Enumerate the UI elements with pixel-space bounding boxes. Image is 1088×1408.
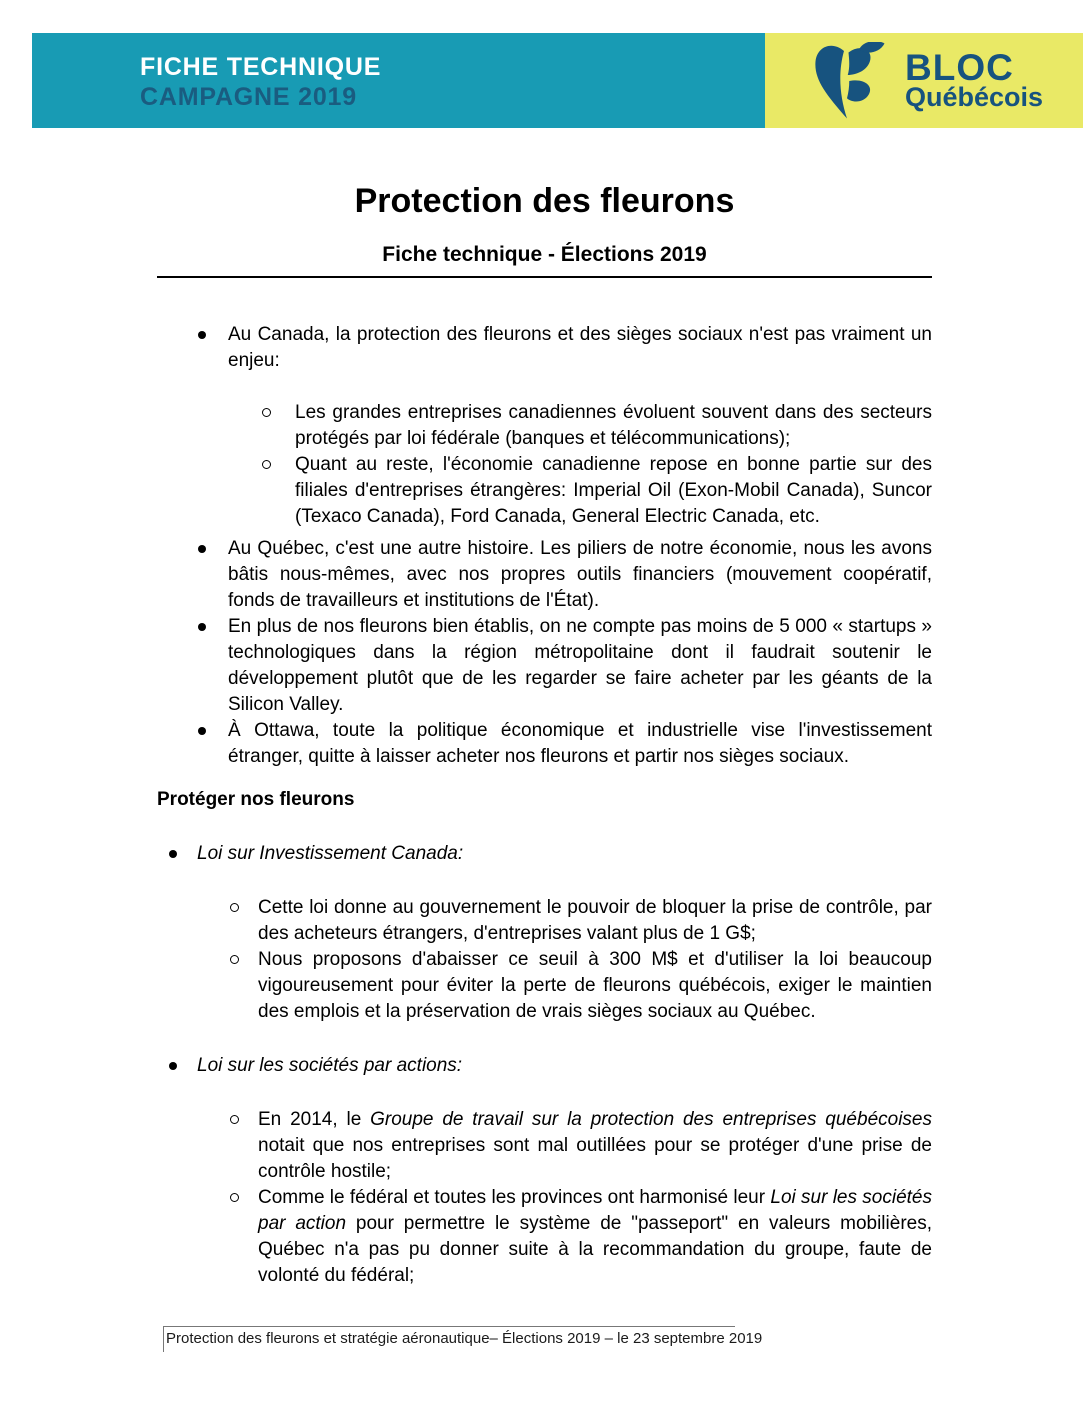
law-title: Loi sur les sociétés par actions: [197, 1055, 463, 1076]
bullet-item [157, 1053, 932, 1079]
bullet-icon [198, 727, 206, 735]
page-footer [163, 1326, 763, 1352]
bullet-item [157, 895, 932, 947]
paragraph: À Ottawa, toute la politique économique et industrielle vise l'investissement étranger, quitte à laisser acheter nos fleurons et partir nos sièges sociaux. [228, 720, 932, 767]
bullet-item [157, 947, 932, 1025]
paragraph: Nous proposons d'abaisser ce seuil à 300 M$ et d'utiliser la loi beaucoup vigoureusement pour éviter la perte de fleurons québécois, exiger le maintien des emplois et la préservation de vrais sièges sociaux au Québec. [258, 949, 932, 1022]
text-run: En 2014, le [258, 1109, 371, 1130]
paragraph [258, 1185, 932, 1289]
logo-word-quebecois: Québécois [905, 82, 1044, 112]
bullet-item [157, 322, 932, 374]
section-heading: Protéger nos fleurons [157, 789, 355, 810]
header-banner [32, 33, 1083, 128]
bullet-icon [198, 623, 206, 631]
document-content [157, 128, 932, 1289]
paragraph: Au Québec, c'est une autre histoire. Les piliers de notre économie, nous les avons bâtis nous-mêmes, avec nos propres outils financiers (mouvement coopératif, fonds de travailleurs et institutions de l'État). [228, 538, 932, 611]
circle-bullet-icon [230, 1115, 239, 1124]
bullet-icon [169, 850, 177, 858]
banner-title: FICHE TECHNIQUE [140, 53, 382, 81]
italic-run: Loi sur les sociétés par action [258, 1187, 932, 1234]
logo-word-bloc: BLOC [905, 47, 1014, 88]
circle-bullet-icon [230, 955, 239, 964]
text-run: Comme le fédéral et toutes les provinces ont harmonisé leur [258, 1187, 771, 1208]
circle-bullet-icon [262, 460, 271, 469]
law-title: Loi sur Investissement Canada: [197, 843, 464, 864]
circle-bullet-icon [262, 408, 271, 417]
circle-bullet-icon [230, 903, 239, 912]
bullet-icon [198, 331, 206, 339]
bullet-item [157, 536, 932, 614]
paragraph: Cette loi donne au gouvernement le pouvoir de bloquer la prise de contrôle, par des acheteurs étrangers, d'entreprises valant plus de 1 G$; [258, 897, 932, 944]
banner-logo-panel [765, 33, 1083, 128]
page-title: Protection des fleurons [354, 182, 735, 220]
bullet-icon [169, 1062, 177, 1070]
paragraph: Quant au reste, l'économie canadienne repose en bonne partie sur des filiales d'entreprises étrangères: Imperial Oil (Exon-Mobil Canada), Suncor (Texaco Canada), Ford Canada, General Electric Canada, etc. [295, 454, 932, 527]
banner-left-panel [32, 33, 765, 128]
bullet-icon [198, 545, 206, 553]
text-run: notait que nos entreprises sont mal outillées pour se protéger d'une prise de contrôle hostile; [258, 1135, 932, 1182]
text-run: pour permettre le système de "passeport" en valeurs mobilières, Québec n'a pas pu donner suite à la recommandation du groupe, faute de volonté du fédéral; [258, 1213, 932, 1286]
banner-campaign: CAMPAGNE 2019 [140, 83, 357, 111]
bullet-item [157, 1185, 932, 1289]
logo-wordmark [905, 47, 1044, 112]
bloc-quebecois-heart-logo-icon [811, 42, 895, 120]
paragraph [258, 1107, 932, 1185]
page-subtitle: Fiche technique - Élections 2019 [382, 243, 707, 266]
italic-run: Groupe de travail sur la protection des entreprises québécoises [370, 1109, 932, 1130]
footer-text: Protection des fleurons et stratégie aéronautique– Élections 2019 – le 23 septembre 2019 [163, 1327, 735, 1352]
bullet-item [157, 718, 932, 770]
bullet-item [157, 400, 932, 452]
bullet-item [157, 1107, 932, 1185]
circle-bullet-icon [230, 1193, 239, 1202]
subtitle-divider [157, 243, 932, 278]
paragraph: Les grandes entreprises canadiennes évoluent souvent dans des secteurs protégés par loi fédérale (banques et télécommunications); [295, 402, 932, 449]
bullet-item [157, 452, 932, 530]
bullet-item [157, 614, 932, 718]
paragraph: En plus de nos fleurons bien établis, on ne compte pas moins de 5 000 « startups » technologiques dans la région métropolitaine dont il faudrait soutenir le développement plutôt que de les regarder se faire acheter par les géants de la Silicon Valley. [228, 616, 932, 715]
paragraph: Au Canada, la protection des fleurons et des sièges sociaux n'est pas vraiment un enjeu: [228, 324, 932, 371]
bullet-item [157, 841, 932, 867]
